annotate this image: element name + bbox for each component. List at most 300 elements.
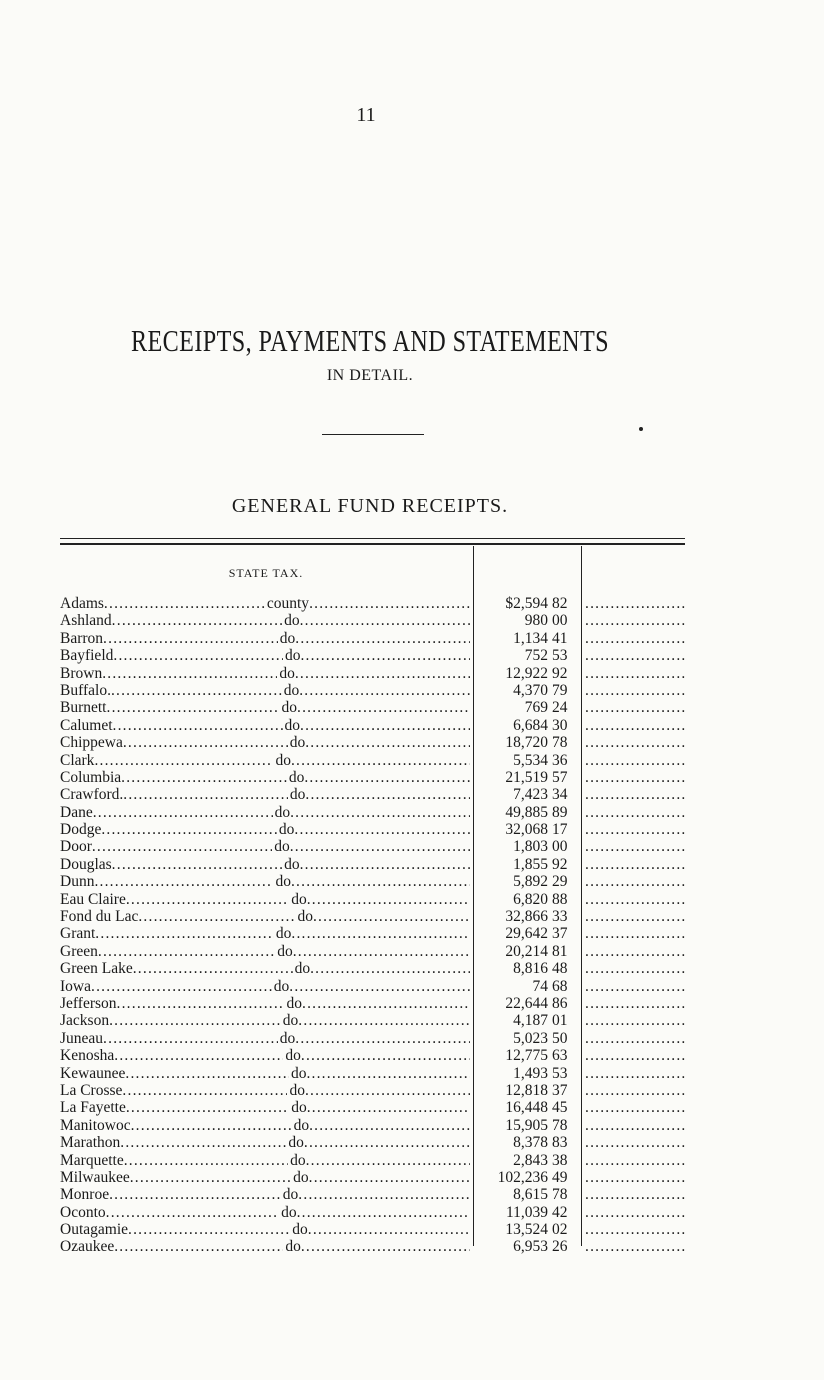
empty-column-dots — [585, 612, 685, 629]
table-row — [0, 1204, 824, 1221]
amount-dollars: 32,068 — [505, 821, 548, 839]
leader-dots — [313, 908, 470, 925]
county-name: Calumet — [60, 716, 113, 734]
county-name: Crawford. — [60, 786, 124, 804]
county-cell — [60, 769, 470, 786]
county-unit: do — [284, 647, 301, 665]
empty-column-dots — [585, 838, 685, 855]
table-row — [0, 786, 824, 803]
amount-cents: 45 — [552, 1099, 568, 1117]
table-row — [0, 752, 824, 769]
county-unit: do — [277, 942, 293, 960]
empty-column-dots — [585, 804, 685, 821]
amount-cents: 42 — [552, 1203, 568, 1221]
county-name: Adams — [60, 595, 104, 612]
county-name: Monroe — [60, 1186, 110, 1204]
table-row — [0, 943, 824, 960]
table-row — [0, 682, 824, 699]
table-row — [0, 838, 824, 855]
amount-cents: 89 — [552, 803, 568, 821]
county-unit: do — [275, 873, 291, 891]
ink-speck — [639, 427, 643, 431]
amount-cents: 41 — [552, 629, 568, 647]
amount-cents: 68 — [552, 977, 568, 995]
empty-column-dots — [585, 1221, 685, 1238]
empty-column-dots — [585, 682, 685, 699]
amount-dollars: 752 — [524, 647, 548, 665]
empty-column-dots — [585, 943, 685, 960]
county-name: Columbia — [60, 768, 122, 786]
amount-dollars: 7,423 — [513, 786, 548, 804]
leader-dots — [310, 960, 470, 977]
table-row — [0, 717, 824, 734]
leader-dots — [307, 891, 470, 908]
county-cell — [60, 978, 470, 995]
leader-dots — [298, 1012, 470, 1029]
leader-dots — [300, 717, 470, 734]
table-row — [0, 1117, 824, 1134]
leader-dots — [304, 769, 470, 786]
leader-dots — [93, 804, 273, 821]
county-cell — [60, 1082, 470, 1099]
receipts-table — [0, 595, 824, 1256]
leader-dots — [300, 856, 470, 873]
leader-dots — [102, 665, 277, 682]
leader-dots — [113, 717, 283, 734]
amount-dollars: 8,615 — [513, 1186, 548, 1204]
amount-cents: 92 — [552, 664, 568, 682]
table-row — [0, 630, 824, 647]
amount-cents: 78 — [552, 734, 568, 752]
amount-cents: 00 — [552, 612, 568, 630]
empty-column-dots — [585, 1238, 685, 1255]
leader-dots — [91, 978, 272, 995]
amount-dollars: 6,953 — [513, 1238, 548, 1256]
county-name: Jefferson — [60, 994, 117, 1012]
leader-dots — [107, 699, 280, 716]
amount-dollars: 8,378 — [513, 1134, 548, 1152]
amount-cents: 79 — [552, 681, 568, 699]
county-cell — [60, 699, 470, 716]
leader-dots — [125, 1065, 289, 1082]
county-name: Marquette — [60, 1151, 124, 1169]
county-name: Ozaukee — [60, 1238, 115, 1256]
county-name: Douglas — [60, 855, 112, 873]
amount-cents: 26 — [552, 1238, 568, 1256]
county-cell — [60, 1134, 470, 1151]
leader-dots — [111, 682, 282, 699]
county-unit: do — [288, 768, 305, 786]
county-name: Outagamie — [60, 1221, 129, 1239]
county-name: Grant — [60, 925, 96, 943]
county-name: Fond du Lac — [60, 908, 139, 926]
amount-cents: 83 — [552, 1134, 568, 1152]
leader-dots — [290, 804, 470, 821]
leader-dots — [309, 595, 470, 612]
amount-dollars: 1,134 — [513, 629, 548, 647]
county-cell — [60, 1099, 470, 1116]
empty-column-dots — [585, 1186, 685, 1203]
empty-column-dots — [585, 1152, 685, 1169]
empty-column-dots — [585, 891, 685, 908]
county-cell — [60, 752, 470, 769]
section-title: GENERAL FUND RECEIPTS. — [231, 495, 509, 517]
amount-dollars: 8,816 — [513, 960, 548, 978]
county-cell — [60, 1169, 470, 1186]
county-name: Kewaunee — [60, 1064, 126, 1082]
leader-dots — [112, 612, 282, 629]
county-cell — [60, 1047, 470, 1064]
amount-cents: 48 — [552, 960, 568, 978]
empty-column-dots — [585, 1099, 685, 1116]
amount-dollars: 1,803 — [513, 838, 548, 856]
leader-dots — [94, 873, 273, 890]
county-name: Dane — [60, 803, 93, 821]
county-name: La Fayette — [60, 1099, 126, 1117]
empty-column-dots — [585, 630, 685, 647]
county-unit: do — [292, 1221, 308, 1239]
empty-column-dots — [585, 995, 685, 1012]
table-row — [0, 1186, 824, 1203]
county-cell — [60, 1065, 470, 1082]
amount-cents: 86 — [552, 994, 568, 1012]
empty-column-dots — [585, 873, 685, 890]
empty-column-dots — [585, 1030, 685, 1047]
amount-cents: 88 — [552, 890, 568, 908]
amount-dollars: 980 — [524, 612, 548, 630]
county-name: Green — [60, 942, 98, 960]
amount-cents: 00 — [552, 838, 568, 856]
empty-column-dots — [585, 856, 685, 873]
county-cell — [60, 943, 470, 960]
county-name: Green Lake — [60, 960, 133, 978]
empty-column-dots — [585, 925, 685, 942]
county-cell — [60, 717, 470, 734]
county-name: La Crosse — [60, 1081, 123, 1099]
leader-dots — [130, 1169, 291, 1186]
amount-cents: 33 — [552, 908, 568, 926]
amount-cents: 63 — [552, 1047, 568, 1065]
county-unit: do — [288, 1134, 304, 1152]
table-row — [0, 1047, 824, 1064]
empty-column-dots — [585, 1134, 685, 1151]
table-row — [0, 1221, 824, 1238]
amount-dollars: 21,519 — [505, 768, 548, 786]
amount-cents: 01 — [552, 1012, 568, 1030]
county-unit: do — [297, 908, 313, 926]
county-unit: do — [282, 1186, 299, 1204]
county-unit: do — [275, 925, 292, 943]
amount-dollars: 5,892 — [513, 873, 548, 891]
county-unit: do — [284, 855, 300, 873]
amount-cents: 50 — [552, 1029, 568, 1047]
leader-dots — [133, 960, 293, 977]
amount-dollars: 102,236 — [497, 1168, 548, 1186]
empty-column-dots — [585, 769, 685, 786]
leader-dots — [299, 682, 470, 699]
table-top-rule-thick — [60, 543, 685, 545]
amount-cents: 37 — [552, 1081, 568, 1099]
leader-dots — [92, 838, 272, 855]
county-name: Kenosha — [60, 1047, 115, 1065]
county-cell — [60, 856, 470, 873]
county-cell — [60, 612, 470, 629]
county-unit: do — [291, 1099, 307, 1117]
county-unit: do — [279, 664, 295, 682]
leader-dots — [106, 1204, 279, 1221]
page-subtitle: IN DETAIL. — [326, 367, 414, 384]
table-row — [0, 1030, 824, 1047]
leader-dots — [294, 821, 470, 838]
county-cell — [60, 1012, 470, 1029]
leader-dots — [309, 1117, 470, 1134]
empty-column-dots — [585, 821, 685, 838]
county-cell — [60, 804, 470, 821]
amount-dollars: 1,855 — [513, 855, 548, 873]
leader-dots — [291, 752, 470, 769]
amount-dollars: 769 — [524, 699, 548, 717]
county-unit: do — [284, 612, 300, 630]
leader-dots — [109, 1186, 281, 1203]
county-name: Bayfield — [60, 647, 114, 665]
leader-dots — [113, 647, 283, 664]
county-cell — [60, 1030, 470, 1047]
county-name: Jackson — [60, 1012, 110, 1030]
amount-dollars: 49,885 — [505, 803, 548, 821]
county-unit: do — [281, 699, 297, 717]
leader-dots — [306, 1065, 470, 1082]
county-name: Iowa — [60, 977, 91, 995]
title-divider — [322, 434, 424, 435]
leader-dots — [302, 995, 470, 1012]
county-unit: do — [285, 1047, 301, 1065]
amount-dollars: 29,642 — [505, 925, 548, 943]
table-row — [0, 1099, 824, 1116]
county-cell — [60, 682, 470, 699]
table-row — [0, 769, 824, 786]
amount-cents: 78 — [552, 1116, 568, 1134]
county-name: Barron — [60, 629, 104, 647]
leader-dots — [297, 1204, 470, 1221]
leader-dots — [131, 1117, 292, 1134]
leader-dots — [308, 1221, 470, 1238]
amount-dollars: 6,684 — [513, 716, 548, 734]
county-cell — [60, 891, 470, 908]
leader-dots — [120, 1134, 286, 1151]
amount-cents: 34 — [552, 786, 568, 804]
county-name: Dunn — [60, 873, 95, 891]
amount-dollars: 11,039 — [505, 1203, 548, 1221]
amount-dollars: 4,187 — [513, 1012, 548, 1030]
empty-column-dots — [585, 786, 685, 803]
leader-dots — [301, 1047, 470, 1064]
county-unit: do — [293, 1116, 310, 1134]
empty-column-dots — [585, 1117, 685, 1134]
table-row — [0, 1065, 824, 1082]
empty-column-dots — [585, 665, 685, 682]
county-name: Dodge — [60, 821, 102, 839]
leader-dots — [126, 1099, 289, 1116]
table-top-rule — [60, 538, 685, 539]
empty-column-dots — [585, 595, 685, 612]
county-cell — [60, 734, 470, 751]
leader-dots — [138, 908, 295, 925]
amount-cents: 53 — [552, 1064, 568, 1082]
amount-cents: 82 — [552, 595, 568, 612]
county-name: Manitowoc — [60, 1116, 131, 1134]
amount-cents: 38 — [552, 1151, 568, 1169]
county-cell — [60, 1221, 470, 1238]
county-cell — [60, 786, 470, 803]
amount-dollars: 20,214 — [505, 942, 548, 960]
county-unit: do — [286, 994, 303, 1012]
leader-dots — [305, 734, 470, 751]
table-row — [0, 873, 824, 890]
county-cell — [60, 665, 470, 682]
county-name: Brown — [60, 664, 103, 682]
amount-cents: 17 — [552, 821, 568, 839]
county-unit: do — [289, 786, 306, 804]
county-cell — [60, 821, 470, 838]
empty-column-dots — [585, 908, 685, 925]
county-cell — [60, 630, 470, 647]
table-row — [0, 908, 824, 925]
table-row — [0, 925, 824, 942]
empty-column-dots — [585, 717, 685, 734]
leader-dots — [112, 856, 282, 873]
county-unit: do — [290, 1151, 306, 1169]
amount-dollars: 15,905 — [505, 1116, 548, 1134]
county-unit: do — [273, 977, 290, 995]
county-unit: do — [281, 1203, 297, 1221]
leader-dots — [94, 752, 273, 769]
amount-dollars: 22,644 — [505, 994, 548, 1012]
empty-column-dots — [585, 1012, 685, 1029]
county-name: Buffalo. — [60, 681, 111, 699]
table-row — [0, 699, 824, 716]
county-cell — [60, 1186, 470, 1203]
county-unit: do — [279, 629, 296, 647]
empty-column-dots — [585, 960, 685, 977]
amount-dollars: 12,775 — [505, 1047, 548, 1065]
county-cell — [60, 595, 470, 612]
empty-column-dots — [585, 978, 685, 995]
county-cell — [60, 1152, 470, 1169]
county-unit: do — [282, 1012, 299, 1030]
table-row — [0, 960, 824, 977]
leader-dots — [295, 630, 470, 647]
amount-cents: 30 — [552, 716, 568, 734]
amount-dollars: 1,493 — [513, 1064, 548, 1082]
table-row — [0, 665, 824, 682]
county-name: Chippewa — [60, 734, 123, 752]
county-name: Ashland — [60, 612, 112, 630]
leader-dots — [128, 1221, 290, 1238]
leader-dots — [114, 1238, 283, 1255]
amount-dollars: $2,594 — [505, 595, 548, 612]
leader-dots — [309, 1169, 470, 1186]
amount-cents: 53 — [552, 647, 568, 665]
empty-column-dots — [585, 1065, 685, 1082]
amount-dollars: 16,448 — [505, 1099, 548, 1117]
table-row — [0, 734, 824, 751]
leader-dots — [103, 630, 278, 647]
leader-dots — [124, 1152, 288, 1169]
county-unit: do — [275, 751, 291, 769]
leader-dots — [307, 1099, 470, 1116]
amount-dollars: 5,023 — [513, 1029, 548, 1047]
page-title: RECEIPTS, PAYMENTS AND STATEMENTS — [130, 322, 610, 358]
table-row — [0, 995, 824, 1012]
amount-dollars: 13,524 — [505, 1221, 548, 1239]
table-row — [0, 1012, 824, 1029]
empty-column-dots — [585, 734, 685, 751]
leader-dots — [103, 1030, 278, 1047]
table-row — [0, 1169, 824, 1186]
amount-cents: 92 — [552, 855, 568, 873]
table-row — [0, 891, 824, 908]
empty-column-dots — [585, 1082, 685, 1099]
county-unit: do — [283, 681, 300, 699]
county-unit: do — [278, 821, 295, 839]
table-row — [0, 804, 824, 821]
county-name: Burnett — [60, 699, 107, 717]
county-cell — [60, 647, 470, 664]
table-row — [0, 1238, 824, 1255]
leader-dots — [123, 734, 288, 751]
county-unit: county — [266, 595, 310, 612]
empty-column-dots — [585, 752, 685, 769]
county-unit: do — [284, 716, 301, 734]
amount-cents: 81 — [552, 942, 568, 960]
table-header-state-tax: STATE TAX. — [228, 566, 304, 580]
leader-dots — [305, 1082, 470, 1099]
county-unit: do — [279, 1029, 296, 1047]
county-cell — [60, 1238, 470, 1255]
leader-dots — [291, 873, 470, 890]
county-unit: do — [294, 960, 311, 978]
county-unit: do — [289, 1081, 305, 1099]
leader-dots — [300, 647, 470, 664]
amount-cents: 78 — [552, 1186, 568, 1204]
leader-dots — [101, 821, 277, 838]
leader-dots — [98, 943, 275, 960]
amount-cents: 57 — [552, 768, 568, 786]
county-unit: do — [274, 803, 291, 821]
empty-column-dots — [585, 1169, 685, 1186]
county-unit: do — [274, 838, 290, 856]
table-row — [0, 856, 824, 873]
leader-dots — [297, 699, 470, 716]
leader-dots — [291, 925, 470, 942]
county-cell — [60, 960, 470, 977]
county-unit: do — [293, 1168, 309, 1186]
leader-dots — [301, 1238, 470, 1255]
leader-dots — [298, 1186, 470, 1203]
leader-dots — [290, 838, 470, 855]
county-unit: do — [290, 1064, 307, 1082]
county-name: Milwaukee — [60, 1168, 130, 1186]
table-row — [0, 1082, 824, 1099]
leader-dots — [295, 665, 470, 682]
amount-cents: 37 — [552, 925, 568, 943]
amount-dollars: 74 — [532, 977, 548, 995]
leader-dots — [300, 612, 470, 629]
county-cell — [60, 873, 470, 890]
amount-dollars: 2,843 — [513, 1151, 548, 1169]
table-row — [0, 647, 824, 664]
leader-dots — [126, 891, 289, 908]
